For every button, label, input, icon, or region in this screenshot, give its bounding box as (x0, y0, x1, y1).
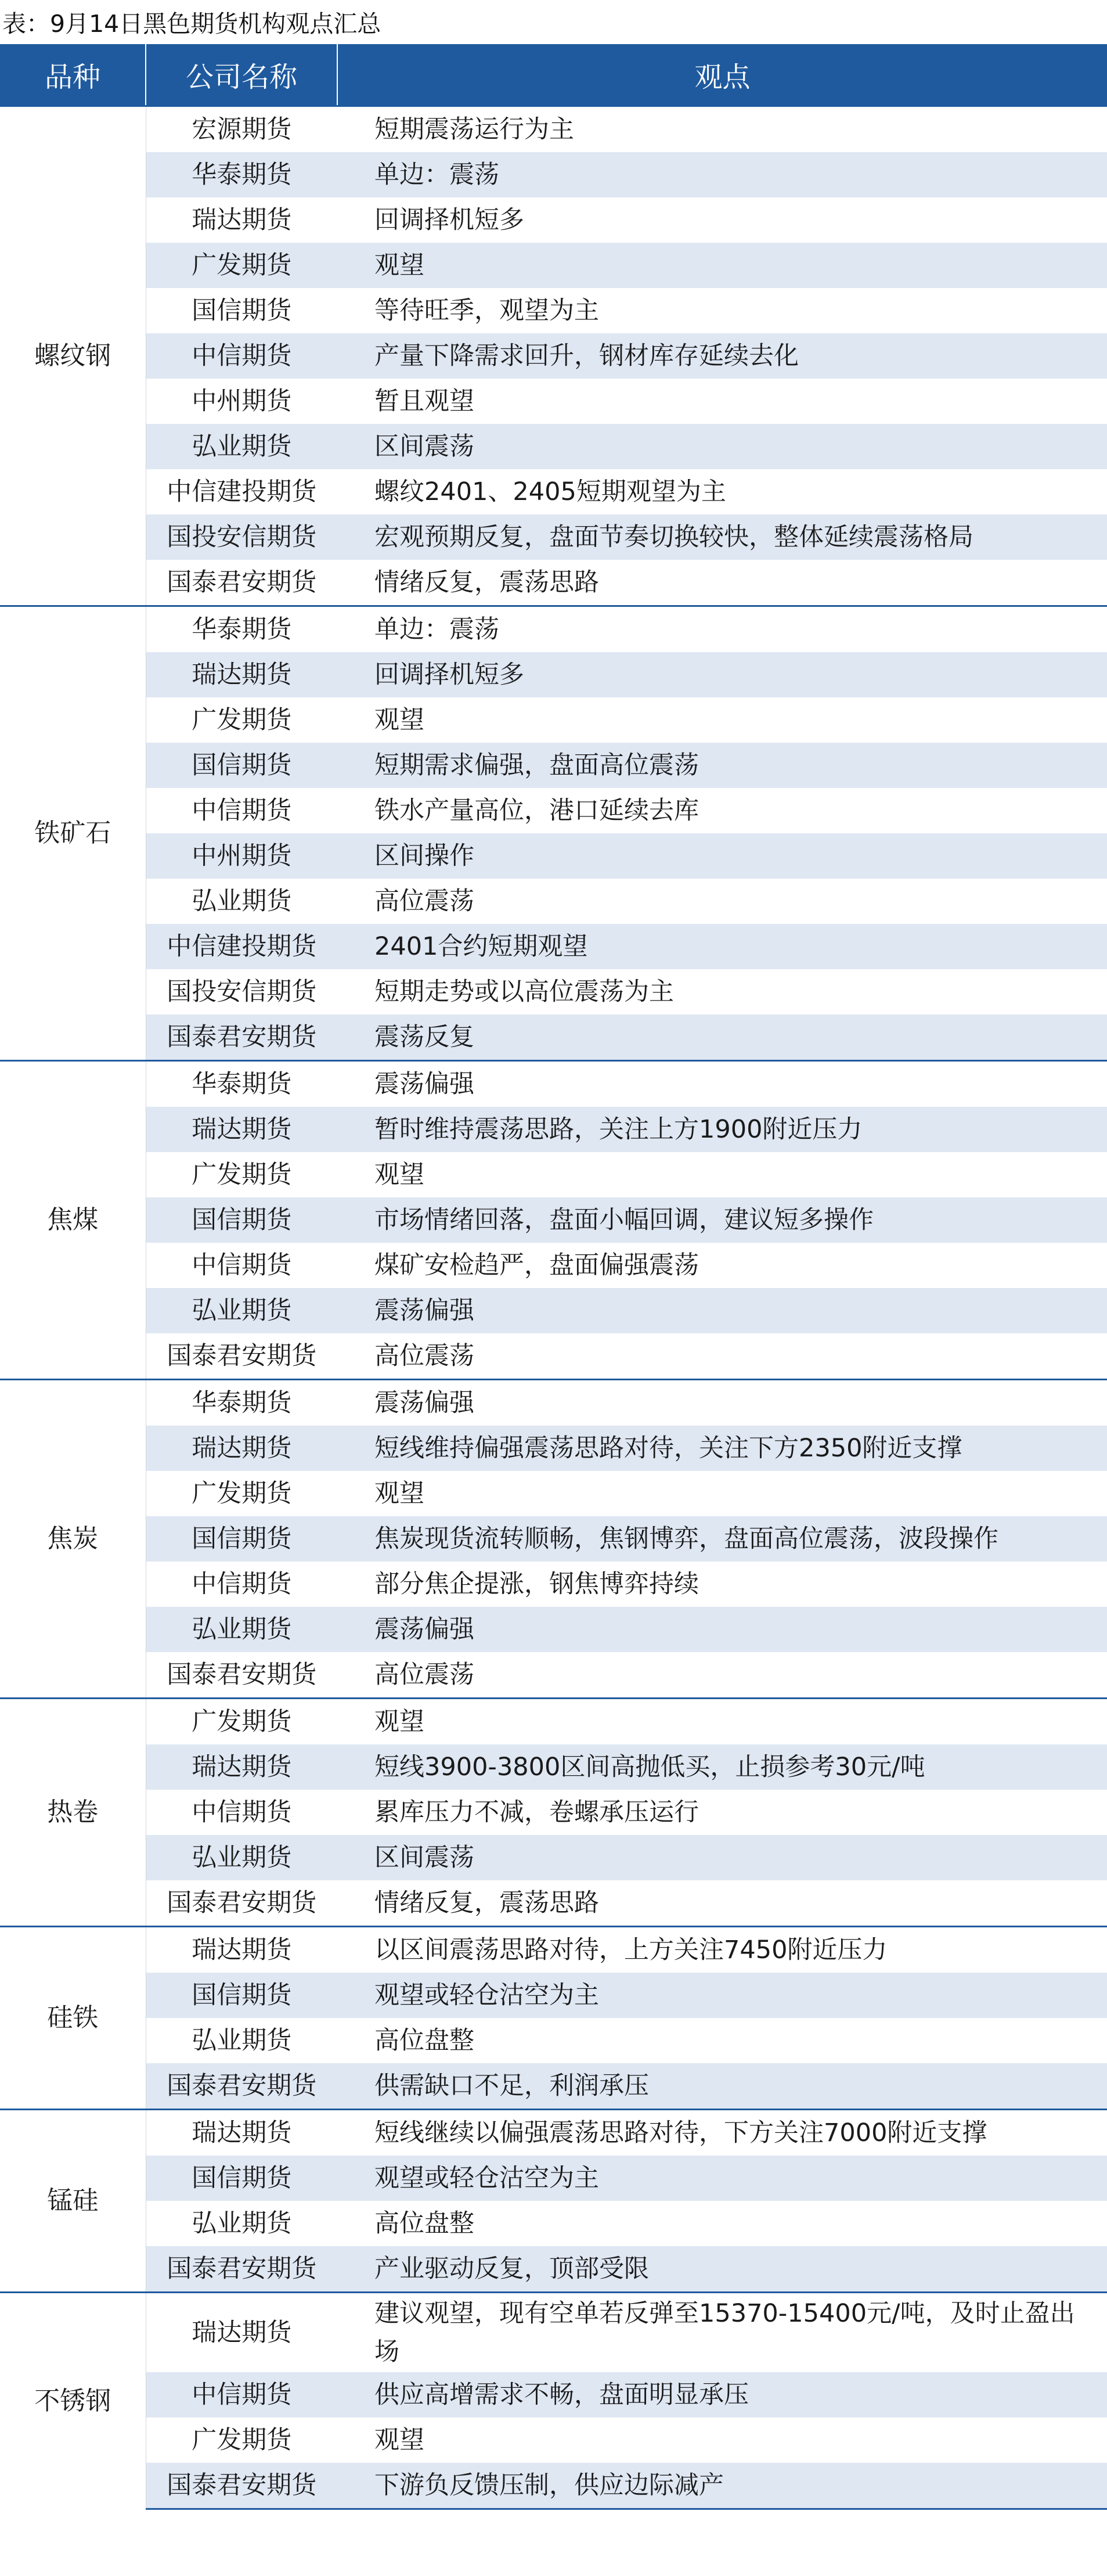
company-cell: 中信期货 (146, 788, 337, 833)
view-cell: 观望 (337, 1471, 1107, 1516)
view-cell: 焦炭现货流转顺畅，焦钢博弈，盘面高位震荡，波段操作 (337, 1516, 1107, 1562)
table-row (0, 152, 1107, 197)
table-row (0, 288, 1107, 333)
company-cell: 中信建投期货 (146, 469, 337, 515)
table-row (0, 1288, 1107, 1333)
table-row (0, 379, 1107, 424)
table-row (0, 1744, 1107, 1790)
view-cell: 供应高增需求不畅，盘面明显承压 (337, 2372, 1107, 2417)
company-cell: 国信期货 (146, 288, 337, 333)
view-cell: 累库压力不减，卷螺承压运行 (337, 1790, 1107, 1835)
view-cell: 短期走势或以高位震荡为主 (337, 969, 1107, 1014)
view-cell: 回调择机短多 (337, 652, 1107, 697)
table-row (0, 2110, 1107, 2156)
table-row (0, 515, 1107, 560)
view-cell: 等待旺季，观望为主 (337, 288, 1107, 333)
view-cell: 观望 (337, 1699, 1107, 1745)
table-row (0, 2246, 1107, 2293)
view-cell: 高位震荡 (337, 1652, 1107, 1699)
view-cell: 观望 (337, 243, 1107, 288)
table-row (0, 2018, 1107, 2063)
company-cell: 弘业期货 (146, 2201, 337, 2246)
table-row (0, 743, 1107, 788)
view-cell: 震荡偏强 (337, 1380, 1107, 1426)
company-cell: 弘业期货 (146, 879, 337, 924)
company-cell: 宏源期货 (146, 106, 337, 153)
table-header-row (0, 44, 1107, 106)
view-cell: 震荡偏强 (337, 1288, 1107, 1333)
view-cell: 情绪反复，震荡思路 (337, 1880, 1107, 1927)
table-row (0, 2463, 1107, 2509)
view-cell: 震荡偏强 (337, 1607, 1107, 1652)
table-row (0, 2156, 1107, 2201)
view-cell: 短线继续以偏强震荡思路对待，下方关注7000附近支撑 (337, 2110, 1107, 2156)
company-cell: 广发期货 (146, 243, 337, 288)
company-cell: 中信期货 (146, 1562, 337, 1607)
company-cell: 瑞达期货 (146, 652, 337, 697)
company-cell: 国泰君安期货 (146, 2246, 337, 2293)
company-cell: 国泰君安期货 (146, 1014, 337, 1061)
view-cell: 观望或轻仓沽空为主 (337, 1973, 1107, 2018)
table-row (0, 1973, 1107, 2018)
category-cell: 热卷 (0, 1699, 146, 1927)
company-cell: 国信期货 (146, 743, 337, 788)
company-cell: 弘业期货 (146, 424, 337, 469)
table-row (0, 2063, 1107, 2110)
table-caption: 表：9月14日黑色期货机构观点汇总 (2, 10, 381, 38)
company-cell: 中信建投期货 (146, 924, 337, 969)
company-cell: 瑞达期货 (146, 1927, 337, 1973)
table-row (0, 197, 1107, 243)
company-cell: 瑞达期货 (146, 1426, 337, 1471)
company-cell: 国信期货 (146, 1197, 337, 1243)
table-row (0, 652, 1107, 697)
table-row (0, 1790, 1107, 1835)
company-cell: 国泰君安期货 (146, 1652, 337, 1699)
views-table (0, 44, 1107, 2510)
table-row (0, 1152, 1107, 1197)
company-cell: 国泰君安期货 (146, 2063, 337, 2110)
view-cell: 宏观预期反复，盘面节奏切换较快，整体延续震荡格局 (337, 515, 1107, 560)
table-row (0, 879, 1107, 924)
header-category: 品种 (0, 44, 146, 106)
view-cell: 高位震荡 (337, 1333, 1107, 1380)
table-row (0, 1380, 1107, 1426)
table-row (0, 788, 1107, 833)
company-cell: 国泰君安期货 (146, 1333, 337, 1380)
category-cell: 硅铁 (0, 1927, 146, 2110)
table-row (0, 1607, 1107, 1652)
category-cell: 不锈钢 (0, 2293, 146, 2509)
category-cell: 螺纹钢 (0, 106, 146, 606)
view-cell: 情绪反复，震荡思路 (337, 560, 1107, 606)
view-cell: 高位盘整 (337, 2201, 1107, 2246)
table-body (0, 106, 1107, 2509)
view-cell: 短期需求偏强，盘面高位震荡 (337, 743, 1107, 788)
company-cell: 华泰期货 (146, 152, 337, 197)
company-cell: 中信期货 (146, 1243, 337, 1288)
category-cell: 焦煤 (0, 1061, 146, 1380)
category-cell: 焦炭 (0, 1380, 146, 1699)
view-cell: 螺纹2401、2405短期观望为主 (337, 469, 1107, 515)
view-cell: 震荡反复 (337, 1014, 1107, 1061)
company-cell: 瑞达期货 (146, 2110, 337, 2156)
view-cell: 单边：震荡 (337, 152, 1107, 197)
table-row (0, 1835, 1107, 1880)
table-row (0, 2293, 1107, 2373)
company-cell: 瑞达期货 (146, 2293, 337, 2373)
view-cell: 暂且观望 (337, 379, 1107, 424)
view-cell: 区间操作 (337, 833, 1107, 879)
table-row (0, 1014, 1107, 1061)
header-view: 观点 (337, 44, 1107, 106)
view-cell: 产量下降需求回升，钢材库存延续去化 (337, 333, 1107, 379)
company-cell: 弘业期货 (146, 1835, 337, 1880)
table-row (0, 969, 1107, 1014)
view-cell: 部分焦企提涨，钢焦博弈持续 (337, 1562, 1107, 1607)
table-row (0, 243, 1107, 288)
table-row (0, 1927, 1107, 1973)
company-cell: 国泰君安期货 (146, 1880, 337, 1927)
company-cell: 瑞达期货 (146, 197, 337, 243)
table-row (0, 1333, 1107, 1380)
table-row (0, 1243, 1107, 1288)
company-cell: 国信期货 (146, 2156, 337, 2201)
view-cell: 区间震荡 (337, 424, 1107, 469)
table-row (0, 833, 1107, 879)
view-cell: 观望 (337, 697, 1107, 743)
view-cell: 高位盘整 (337, 2018, 1107, 2063)
table-row (0, 2417, 1107, 2463)
company-cell: 国泰君安期货 (146, 2463, 337, 2509)
company-cell: 国信期货 (146, 1516, 337, 1562)
company-cell: 广发期货 (146, 1152, 337, 1197)
company-cell: 华泰期货 (146, 606, 337, 653)
company-cell: 广发期货 (146, 1471, 337, 1516)
view-cell: 高位震荡 (337, 879, 1107, 924)
view-cell: 市场情绪回落，盘面小幅回调，建议短多操作 (337, 1197, 1107, 1243)
table-row (0, 1061, 1107, 1107)
view-cell: 区间震荡 (337, 1835, 1107, 1880)
company-cell: 中信期货 (146, 333, 337, 379)
header-company: 公司名称 (146, 44, 337, 106)
table-row (0, 560, 1107, 606)
view-cell: 回调择机短多 (337, 197, 1107, 243)
table-row (0, 924, 1107, 969)
company-cell: 瑞达期货 (146, 1107, 337, 1152)
view-cell: 暂时维持震荡思路，关注上方1900附近压力 (337, 1107, 1107, 1152)
view-cell: 短线3900-3800区间高抛低买，止损参考30元/吨 (337, 1744, 1107, 1790)
view-cell: 以区间震荡思路对待，上方关注7450附近压力 (337, 1927, 1107, 1973)
company-cell: 中州期货 (146, 833, 337, 879)
category-cell: 锰硅 (0, 2110, 146, 2293)
table-row (0, 1471, 1107, 1516)
company-cell: 中信期货 (146, 1790, 337, 1835)
company-cell: 广发期货 (146, 1699, 337, 1745)
company-cell: 华泰期货 (146, 1380, 337, 1426)
view-cell: 短线维持偏强震荡思路对待，关注下方2350附近支撑 (337, 1426, 1107, 1471)
company-cell: 国投安信期货 (146, 515, 337, 560)
table-row (0, 1880, 1107, 1927)
view-cell: 观望或轻仓沽空为主 (337, 2156, 1107, 2201)
view-cell: 2401合约短期观望 (337, 924, 1107, 969)
table-row (0, 106, 1107, 153)
table-row (0, 1197, 1107, 1243)
table-row (0, 1426, 1107, 1471)
company-cell: 中州期货 (146, 379, 337, 424)
view-cell: 短期震荡运行为主 (337, 106, 1107, 153)
company-cell: 华泰期货 (146, 1061, 337, 1107)
company-cell: 广发期货 (146, 697, 337, 743)
table-row (0, 469, 1107, 515)
company-cell: 中信期货 (146, 2372, 337, 2417)
view-cell: 观望 (337, 2417, 1107, 2463)
company-cell: 弘业期货 (146, 1288, 337, 1333)
company-cell: 国投安信期货 (146, 969, 337, 1014)
table-row (0, 1652, 1107, 1699)
table-row (0, 333, 1107, 379)
view-cell: 产业驱动反复，顶部受限 (337, 2246, 1107, 2293)
company-cell: 国泰君安期货 (146, 560, 337, 606)
table-row (0, 1699, 1107, 1745)
table-row (0, 697, 1107, 743)
company-cell: 广发期货 (146, 2417, 337, 2463)
view-cell: 供需缺口不足，利润承压 (337, 2063, 1107, 2110)
table-row (0, 1516, 1107, 1562)
view-cell: 震荡偏强 (337, 1061, 1107, 1107)
company-cell: 弘业期货 (146, 1607, 337, 1652)
view-cell: 下游负反馈压制，供应边际减产 (337, 2463, 1107, 2509)
category-cell: 铁矿石 (0, 606, 146, 1061)
table-row (0, 606, 1107, 653)
table-row (0, 424, 1107, 469)
company-cell: 弘业期货 (146, 2018, 337, 2063)
view-cell: 建议观望，现有空单若反弹至15370-15400元/吨，及时止盈出场 (337, 2293, 1107, 2373)
table-row (0, 2372, 1107, 2417)
company-cell: 国信期货 (146, 1973, 337, 2018)
table-row (0, 1562, 1107, 1607)
view-cell: 观望 (337, 1152, 1107, 1197)
company-cell: 瑞达期货 (146, 1744, 337, 1790)
view-cell: 煤矿安检趋严，盘面偏强震荡 (337, 1243, 1107, 1288)
table-row (0, 2201, 1107, 2246)
view-cell: 铁水产量高位，港口延续去库 (337, 788, 1107, 833)
table-row (0, 1107, 1107, 1152)
view-cell: 单边：震荡 (337, 606, 1107, 653)
